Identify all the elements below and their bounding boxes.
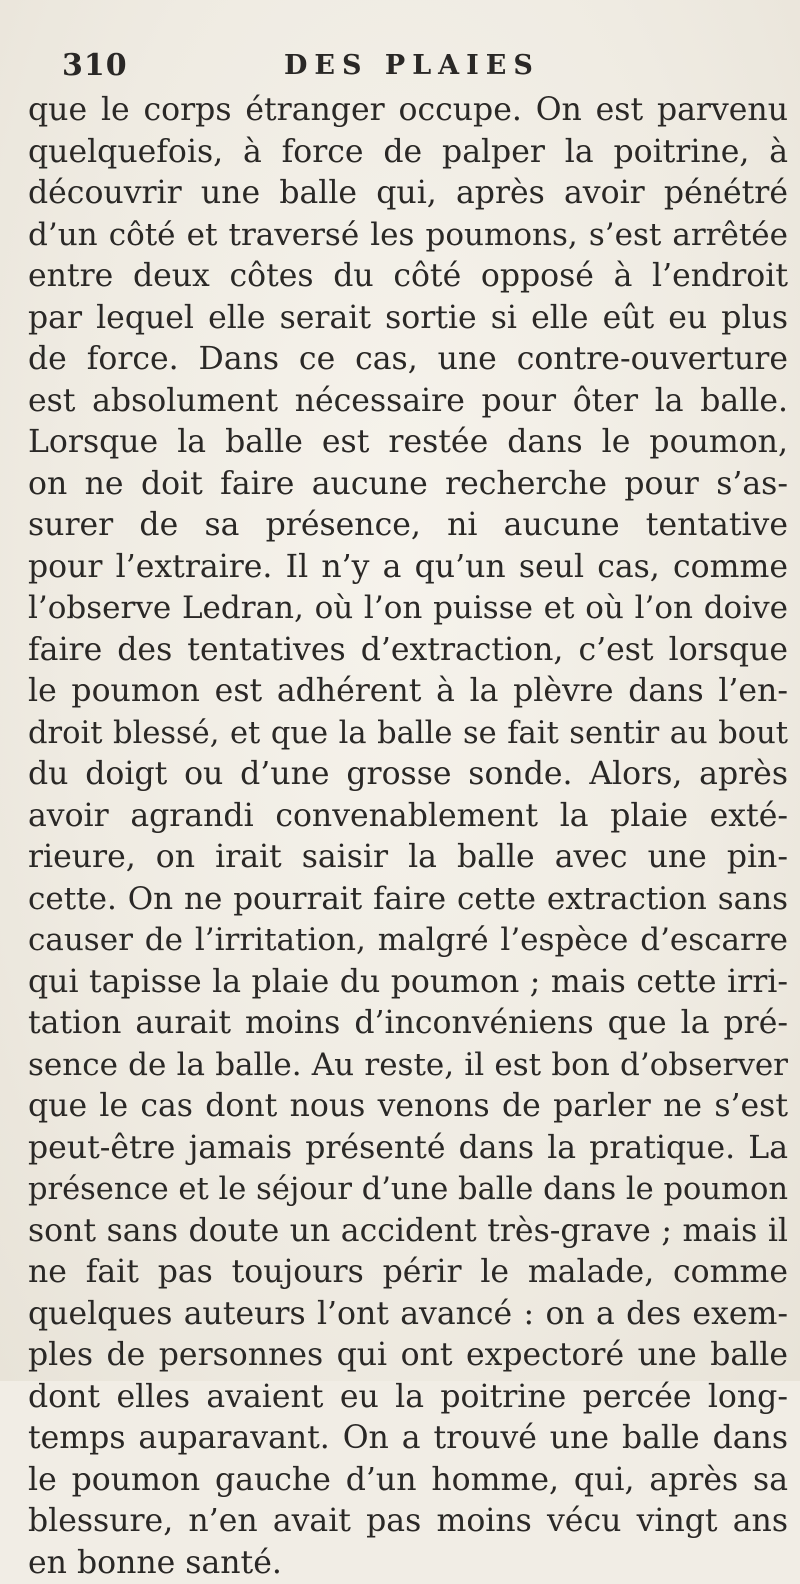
text-line: droit blessé, et que la balle se fait sentir au bout bbox=[28, 713, 788, 755]
body-text bbox=[28, 90, 788, 1584]
running-title: DES PLAIES bbox=[284, 50, 540, 81]
text-line: faire des tentatives d’extraction, c’est lorsque bbox=[28, 630, 788, 672]
text-line: sence de la balle. Au reste, il est bon d’observer bbox=[28, 1045, 788, 1087]
text-line: tation aurait moins d’inconvéniens que la pré- bbox=[28, 1003, 788, 1045]
text-line: on ne doit faire aucune recherche pour s’as- bbox=[28, 464, 788, 506]
text-line: avoir agrandi convenablement la plaie exté- bbox=[28, 796, 788, 838]
text-line: qui tapisse la plaie du poumon ; mais cette irri- bbox=[28, 962, 788, 1004]
text-line: l’observe Ledran, où l’on puisse et où l’on doive bbox=[28, 588, 788, 630]
text-line: quelques auteurs l’ont avancé : on a des exem- bbox=[28, 1294, 788, 1336]
text-line: Lorsque la balle est restée dans le poumon, bbox=[28, 422, 788, 464]
text-line: peut-être jamais présenté dans la pratique. La bbox=[28, 1128, 788, 1170]
text-line: sont sans doute un accident très-grave ; mais il bbox=[28, 1211, 788, 1253]
text-line: cette. On ne pourrait faire cette extraction sans bbox=[28, 879, 788, 921]
text-line: causer de l’irritation, malgré l’espèce d’escarre bbox=[28, 920, 788, 962]
text-line: surer de sa présence, ni aucune tentative bbox=[28, 505, 788, 547]
text-line: par lequel elle serait sortie si elle eût eu plus bbox=[28, 298, 788, 340]
text-line: temps auparavant. On a trouvé une balle dans bbox=[28, 1418, 788, 1460]
text-line: blessure, n’en avait pas moins vécu vingt ans bbox=[28, 1501, 788, 1543]
text-line: d’un côté et traversé les poumons, s’est arrêtée bbox=[28, 215, 788, 257]
text-line: est absolument nécessaire pour ôter la balle. bbox=[28, 381, 788, 423]
text-line: dont elles avaient eu la poitrine percée long- bbox=[28, 1377, 788, 1419]
page-header bbox=[62, 48, 760, 88]
text-line: du doigt ou d’une grosse sonde. Alors, après bbox=[28, 754, 788, 796]
text-line: quelquefois, à force de palper la poitrine, à bbox=[28, 132, 788, 174]
text-line: le poumon est adhérent à la plèvre dans l’en- bbox=[28, 671, 788, 713]
text-line: que le cas dont nous venons de parler ne s’est bbox=[28, 1086, 788, 1128]
text-line: pour l’extraire. Il n’y a qu’un seul cas, comme bbox=[28, 547, 788, 589]
text-line: découvrir une balle qui, après avoir pénétré bbox=[28, 173, 788, 215]
text-line: ples de personnes qui ont expectoré une balle bbox=[28, 1335, 788, 1377]
text-line: que le corps étranger occupe. On est parvenu bbox=[28, 90, 788, 132]
text-line: de force. Dans ce cas, une contre-ouverture bbox=[28, 339, 788, 381]
text-line: en bonne santé. bbox=[28, 1543, 788, 1584]
text-line: entre deux côtes du côté opposé à l’endroit bbox=[28, 256, 788, 298]
text-line: rieure, on irait saisir la balle avec une pin- bbox=[28, 837, 788, 879]
text-line: le poumon gauche d’un homme, qui, après sa bbox=[28, 1460, 788, 1502]
page-number: 310 bbox=[62, 48, 128, 83]
text-line: ne fait pas toujours périr le malade, comme bbox=[28, 1252, 788, 1294]
text-line: présence et le séjour d’une balle dans le poumon bbox=[28, 1169, 788, 1211]
